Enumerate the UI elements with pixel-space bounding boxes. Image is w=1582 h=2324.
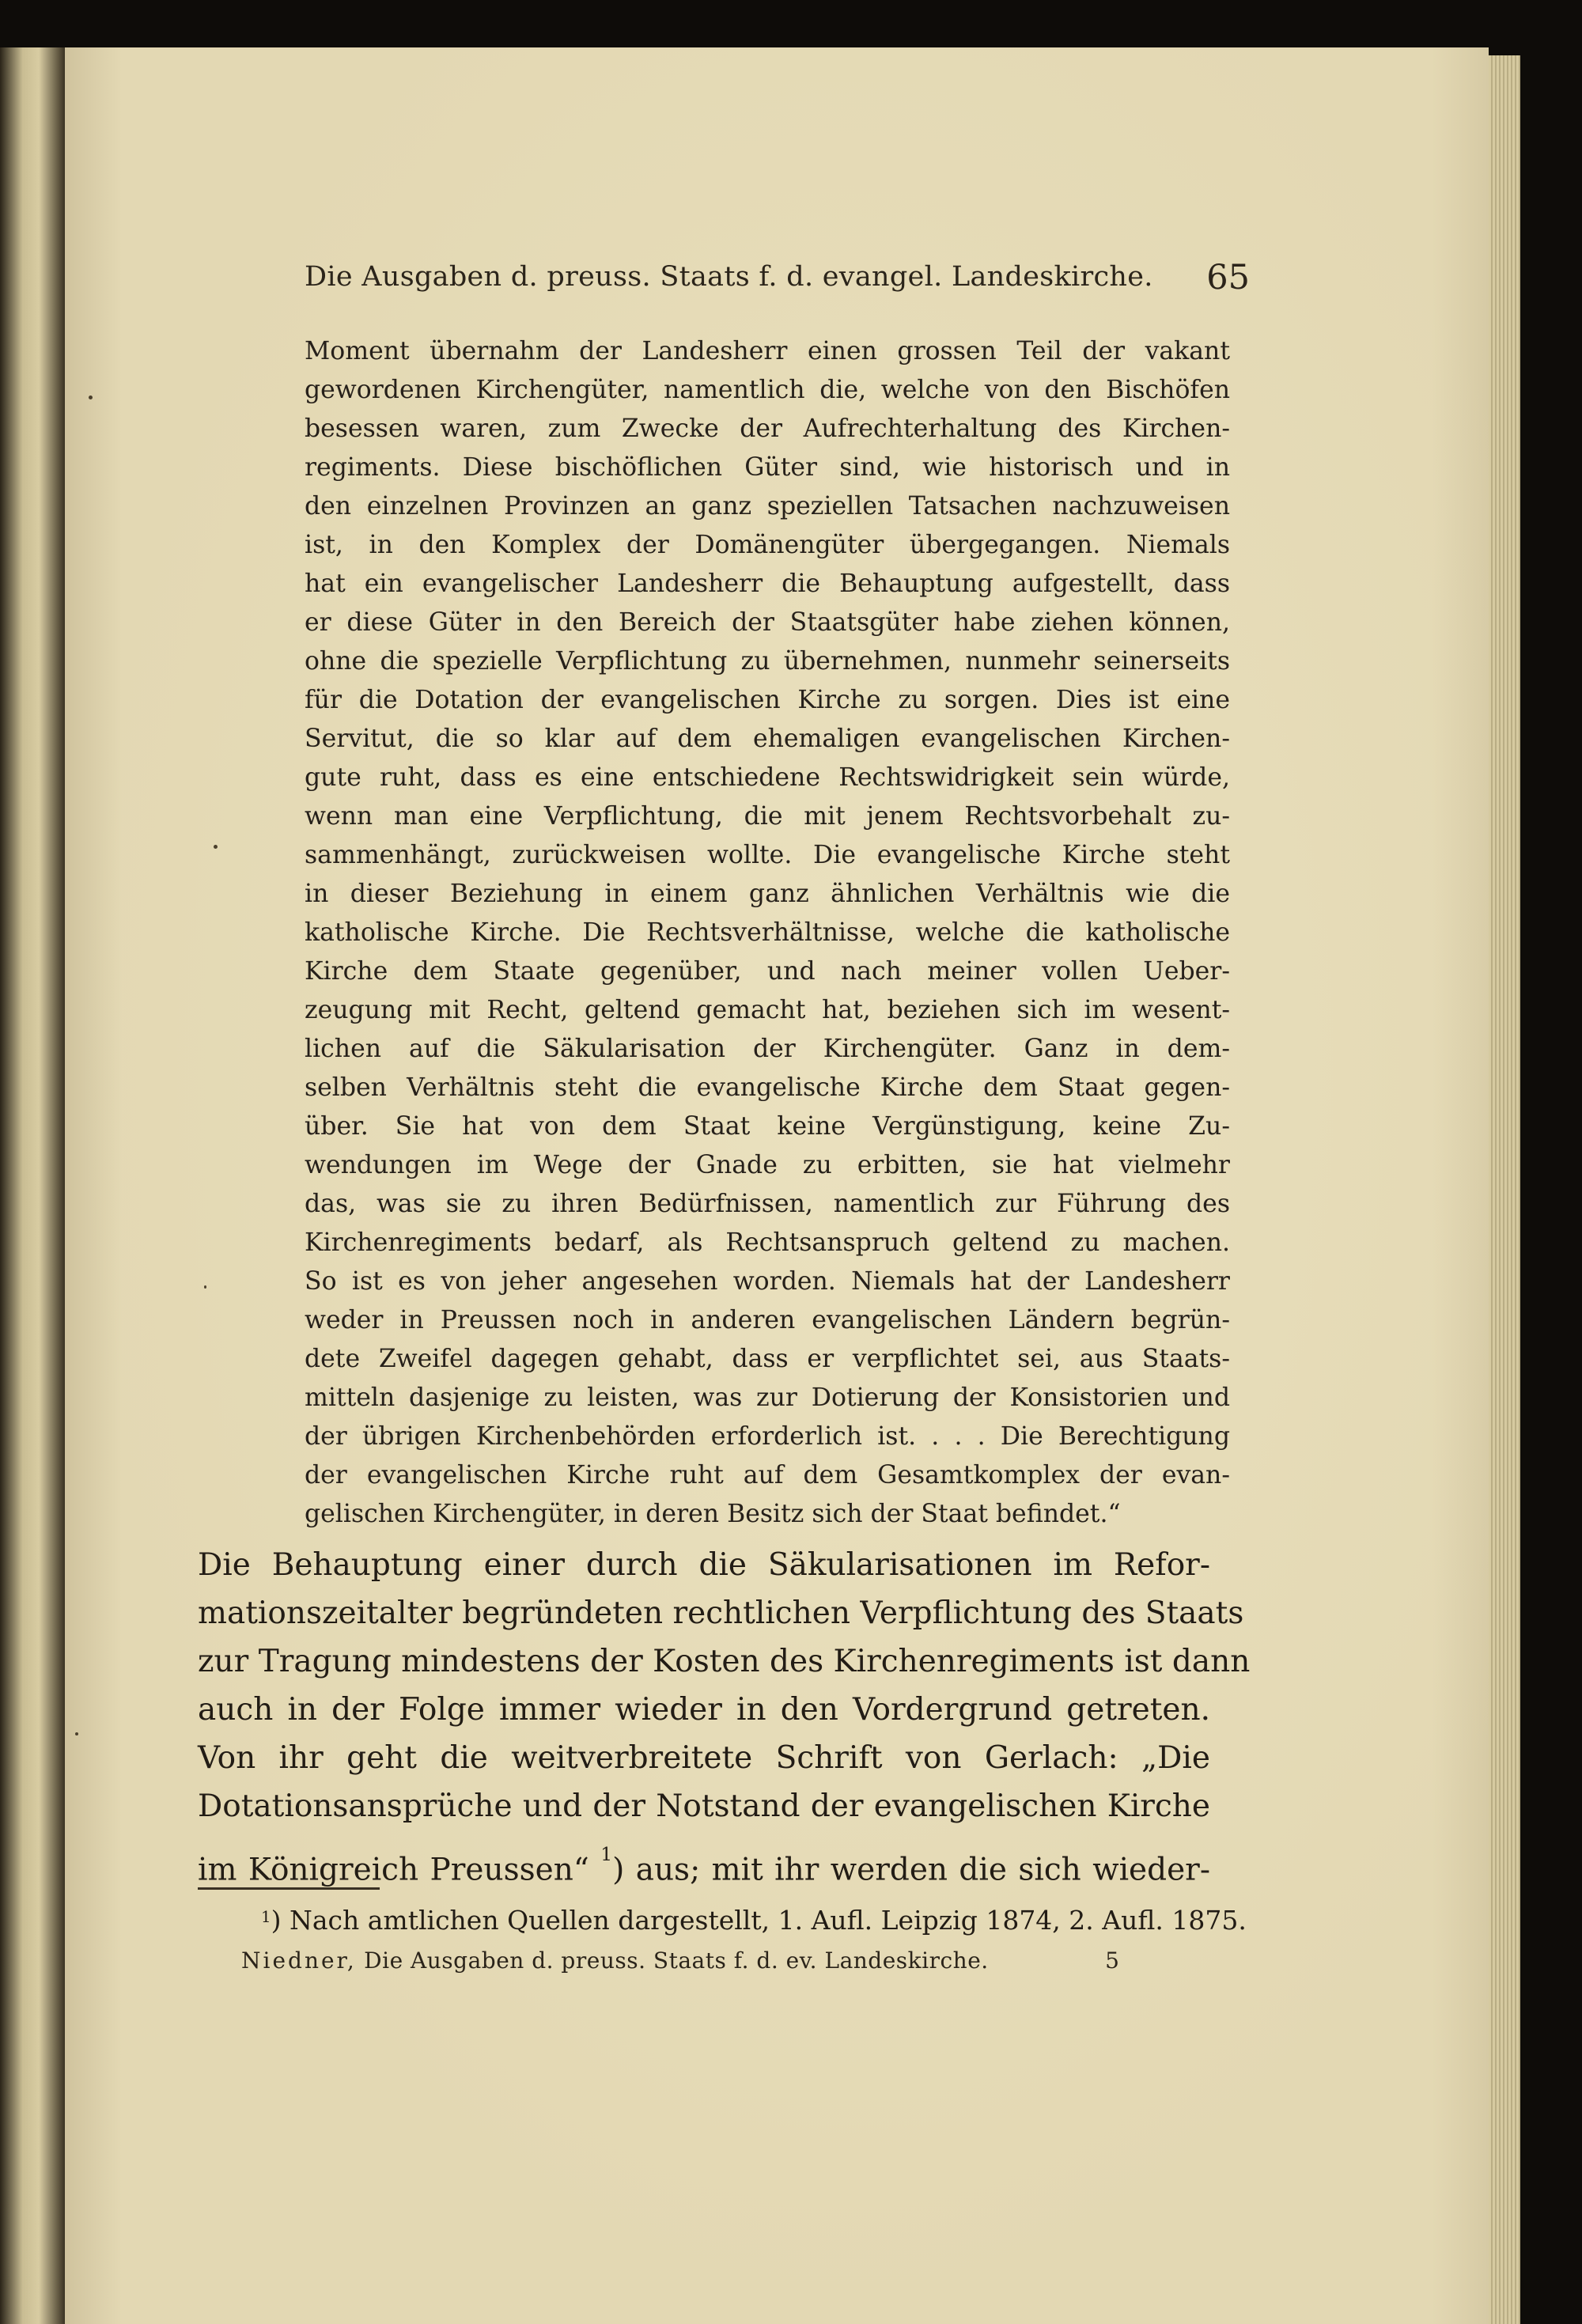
running-head xyxy=(305,258,1250,305)
page-number: 65 xyxy=(1206,258,1250,297)
paper-speck xyxy=(204,1285,206,1289)
quote-line: der evangelischen Kirche ruht auf dem Gesamtkomplex der evan- xyxy=(305,1461,1230,1489)
quote-line: selben Verhältnis steht die evangelische Kirche dem Staat gegen- xyxy=(305,1073,1230,1102)
body-line-text: ) aus; mit ihr werden die sich wieder- xyxy=(612,1852,1210,1888)
quote-line: So ist es von jeher angesehen worden. Niemals hat der Landesherr xyxy=(305,1267,1230,1296)
quote-line: weder in Preussen noch in anderen evangelischen Ländern begrün- xyxy=(305,1306,1230,1334)
body-line: auch in der Folge immer wieder in den Vordergrund getreten. xyxy=(198,1692,1210,1728)
footnote-divider xyxy=(198,1887,380,1890)
quote-line: ohne die spezielle Verpflichtung zu übernehmen, nunmehr seinerseits xyxy=(305,647,1230,676)
signature-text xyxy=(241,1947,989,1974)
quote-line: das, was sie zu ihren Bedürfnissen, namentlich zur Führung des xyxy=(305,1190,1230,1218)
previous-page-edge xyxy=(0,47,65,2324)
footnote-text: ) Nach amtlichen Quellen dargestellt, 1. Aufl. Leipzig 1874, 2. Aufl. 1875. xyxy=(271,1905,1247,1936)
quote-line: mitteln dasjenige zu leisten, was zur Dotierung der Konsistorien und xyxy=(305,1383,1230,1412)
quote-line: Moment übernahm der Landesherr einen grossen Teil der vakant xyxy=(305,337,1230,365)
paper-speck xyxy=(75,1732,78,1735)
quote-line: den einzelnen Provinzen an ganz speziellen Tatsachen nachzuweisen xyxy=(305,492,1230,520)
body-line: Dotationsansprüche und der Notstand der evangelischen Kirche xyxy=(198,1788,1210,1824)
quote-line: er diese Güter in den Bereich der Staatsgüter habe ziehen können, xyxy=(305,608,1230,637)
block-quote xyxy=(305,332,1230,1534)
quote-line: gute ruht, dass es eine entschiedene Rechtswidrigkeit sein würde, xyxy=(305,763,1230,792)
paper-speck xyxy=(214,845,218,849)
body-line: Von ihr geht die weitverbreitete Schrift von Gerlach: „Die xyxy=(198,1740,1210,1776)
quote-line: in dieser Beziehung in einem ganz ähnlichen Verhältnis wie die xyxy=(305,880,1230,908)
quote-line: über. Sie hat von dem Staat keine Vergünstigung, keine Zu- xyxy=(305,1112,1230,1141)
quote-line: regiments. Diese bischöflichen Güter sind, wie historisch und in xyxy=(305,453,1230,482)
quote-line: hat ein evangelischer Landesherr die Behauptung aufgestellt, dass xyxy=(305,570,1230,598)
quote-line: für die Dotation der evangelischen Kirche zu sorgen. Dies ist eine xyxy=(305,686,1230,714)
quote-line: gelischen Kirchengüter, in deren Besitz sich der Staat befindet.“ xyxy=(305,1500,1121,1528)
page-stack-edge xyxy=(1489,55,1520,2324)
quote-line: gewordenen Kirchengüter, namentlich die, welche von den Bischöfen xyxy=(305,376,1230,404)
footnote-marker: 1 xyxy=(261,1907,271,1926)
body-line: mationszeitalter begründeten rechtlichen Verpflichtung des Staats xyxy=(198,1595,1244,1631)
quote-line: Kirche dem Staate gegenüber, und nach meiner vollen Ueber- xyxy=(305,957,1230,986)
quote-line: wendungen im Wege der Gnade zu erbitten, sie hat vielmehr xyxy=(305,1151,1230,1179)
quote-line: sammenhängt, zurückweisen wollte. Die evangelische Kirche steht xyxy=(305,841,1230,869)
signature-title: Die Ausgaben d. preuss. Staats f. d. ev. Landeskirche. xyxy=(356,1947,989,1974)
quote-line: lichen auf die Säkularisation der Kirchengüter. Ganz in dem- xyxy=(305,1035,1230,1063)
quote-line: Kirchenregiments bedarf, als Rechtsanspruch geltend zu machen. xyxy=(305,1228,1230,1257)
running-head-title: Die Ausgaben d. preuss. Staats f. d. evangel. Landeskirche. xyxy=(305,261,1153,293)
signature-author: Niedner, xyxy=(241,1947,357,1974)
body-line: zur Tragung mindestens der Kosten des Kirchenregiments ist dann xyxy=(198,1644,1251,1679)
quote-line: dete Zweifel dagegen gehabt, dass er verpflichtet sei, aus Staats- xyxy=(305,1345,1230,1373)
signature-line xyxy=(241,1947,1119,1979)
quote-line: ist, in den Komplex der Domänengüter übergegangen. Niemals xyxy=(305,531,1230,559)
paper-speck xyxy=(89,396,93,399)
footnote xyxy=(261,1905,1247,1936)
quote-line: katholische Kirche. Die Rechtsverhältnisse, welche die katholische xyxy=(305,918,1230,947)
quote-line: zeugung mit Recht, geltend gemacht hat, beziehen sich im wesent- xyxy=(305,996,1230,1024)
body-line-last xyxy=(198,1830,1210,1894)
quote-line: wenn man eine Verpflichtung, die mit jenem Rechtsvorbehalt zu- xyxy=(305,802,1230,831)
body-line-text: im Königreich Preussen“ xyxy=(198,1852,601,1888)
footnote-reference: 1 xyxy=(600,1843,613,1865)
signature-number: 5 xyxy=(1105,1947,1119,1974)
main-paragraph xyxy=(198,1541,1251,1894)
body-line: Die Behauptung einer durch die Säkularisationen im Refor- xyxy=(198,1547,1210,1583)
quote-line: Servitut, die so klar auf dem ehemaligen evangelischen Kirchen- xyxy=(305,725,1230,753)
quote-line: der übrigen Kirchenbehörden erforderlich ist. . . . Die Berechtigung xyxy=(305,1422,1230,1451)
quote-line: besessen waren, zum Zwecke der Aufrechterhaltung des Kirchen- xyxy=(305,414,1230,443)
